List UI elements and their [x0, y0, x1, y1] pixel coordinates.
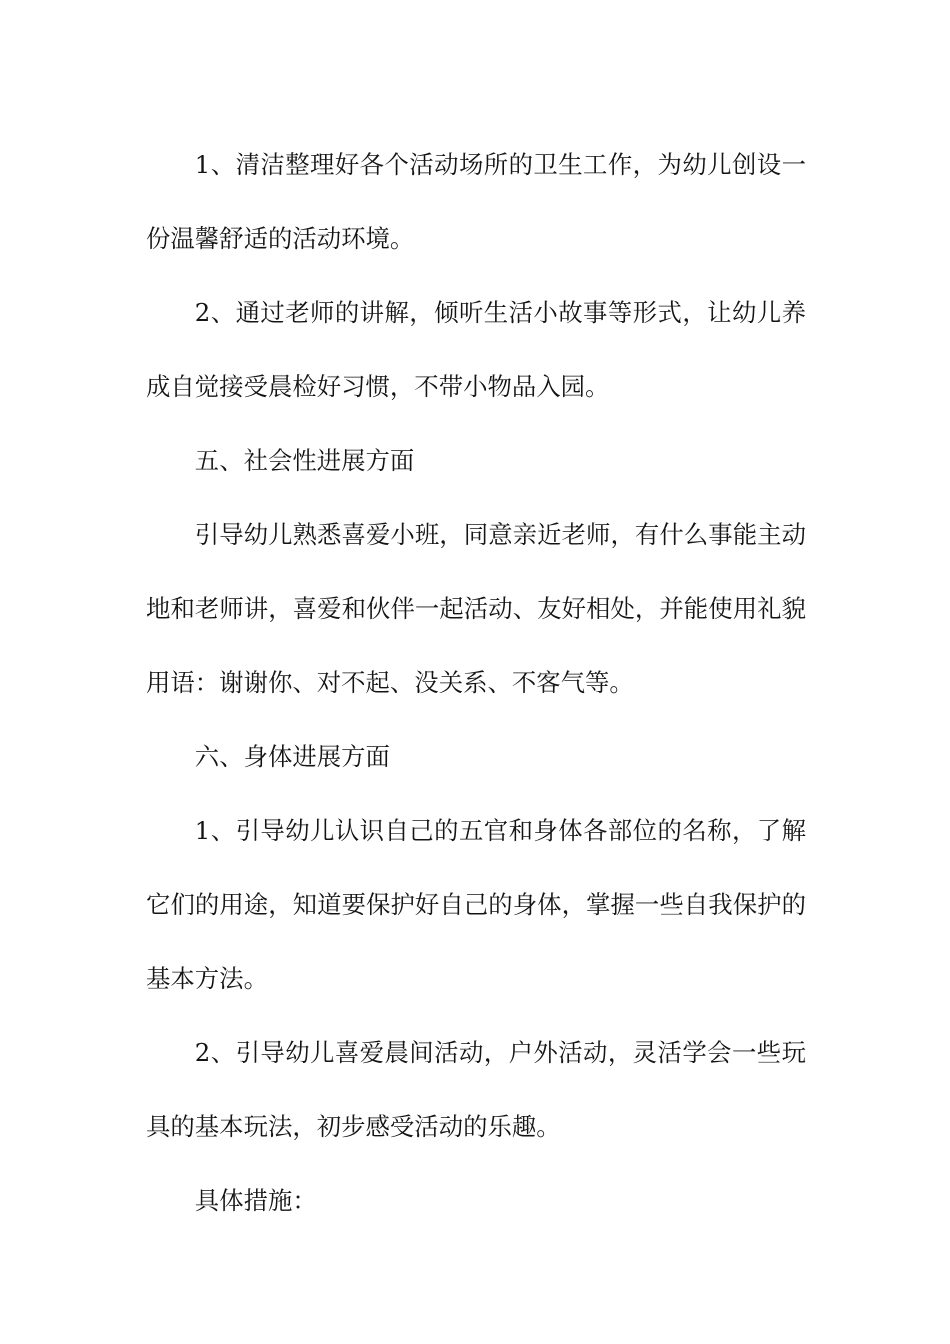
paragraph-body-awareness: 1、引导幼儿认识自己的五官和身体各部位的名称，了解它们的用途，知道要保护好自己的身体，掌握一些自我保护的基本方法。: [146, 816, 806, 993]
heading-specific-measures: 具体措施：: [194, 1186, 317, 1215]
paragraph-outdoor-activities: 2、引导幼儿喜爱晨间活动，户外活动，灵活学会一些玩具的基本玩法，初步感受活动的乐趣。: [146, 1038, 806, 1141]
paragraph-morning-check: 2、通过老师的讲解，倾听生活小故事等形式，让幼儿养成自觉接受晨检好习惯，不带小物品入园。: [146, 298, 806, 401]
paragraph-cleaning: 1、清洁整理好各个活动场所的卫生工作，为幼儿创设一份温馨舒适的活动环境。: [146, 150, 806, 253]
heading-physical-development: 六、身体进展方面: [194, 742, 390, 771]
paragraph-social: 引导幼儿熟悉喜爱小班，同意亲近老师，有什么事能主动地和老师讲，喜爱和伙伴一起活动、友好相处，并能使用礼貌用语：谢谢你、对不起、没关系、不客气等。: [146, 520, 806, 697]
heading-social-development: 五、社会性进展方面: [194, 446, 415, 475]
document-body: [146, 128, 806, 1238]
